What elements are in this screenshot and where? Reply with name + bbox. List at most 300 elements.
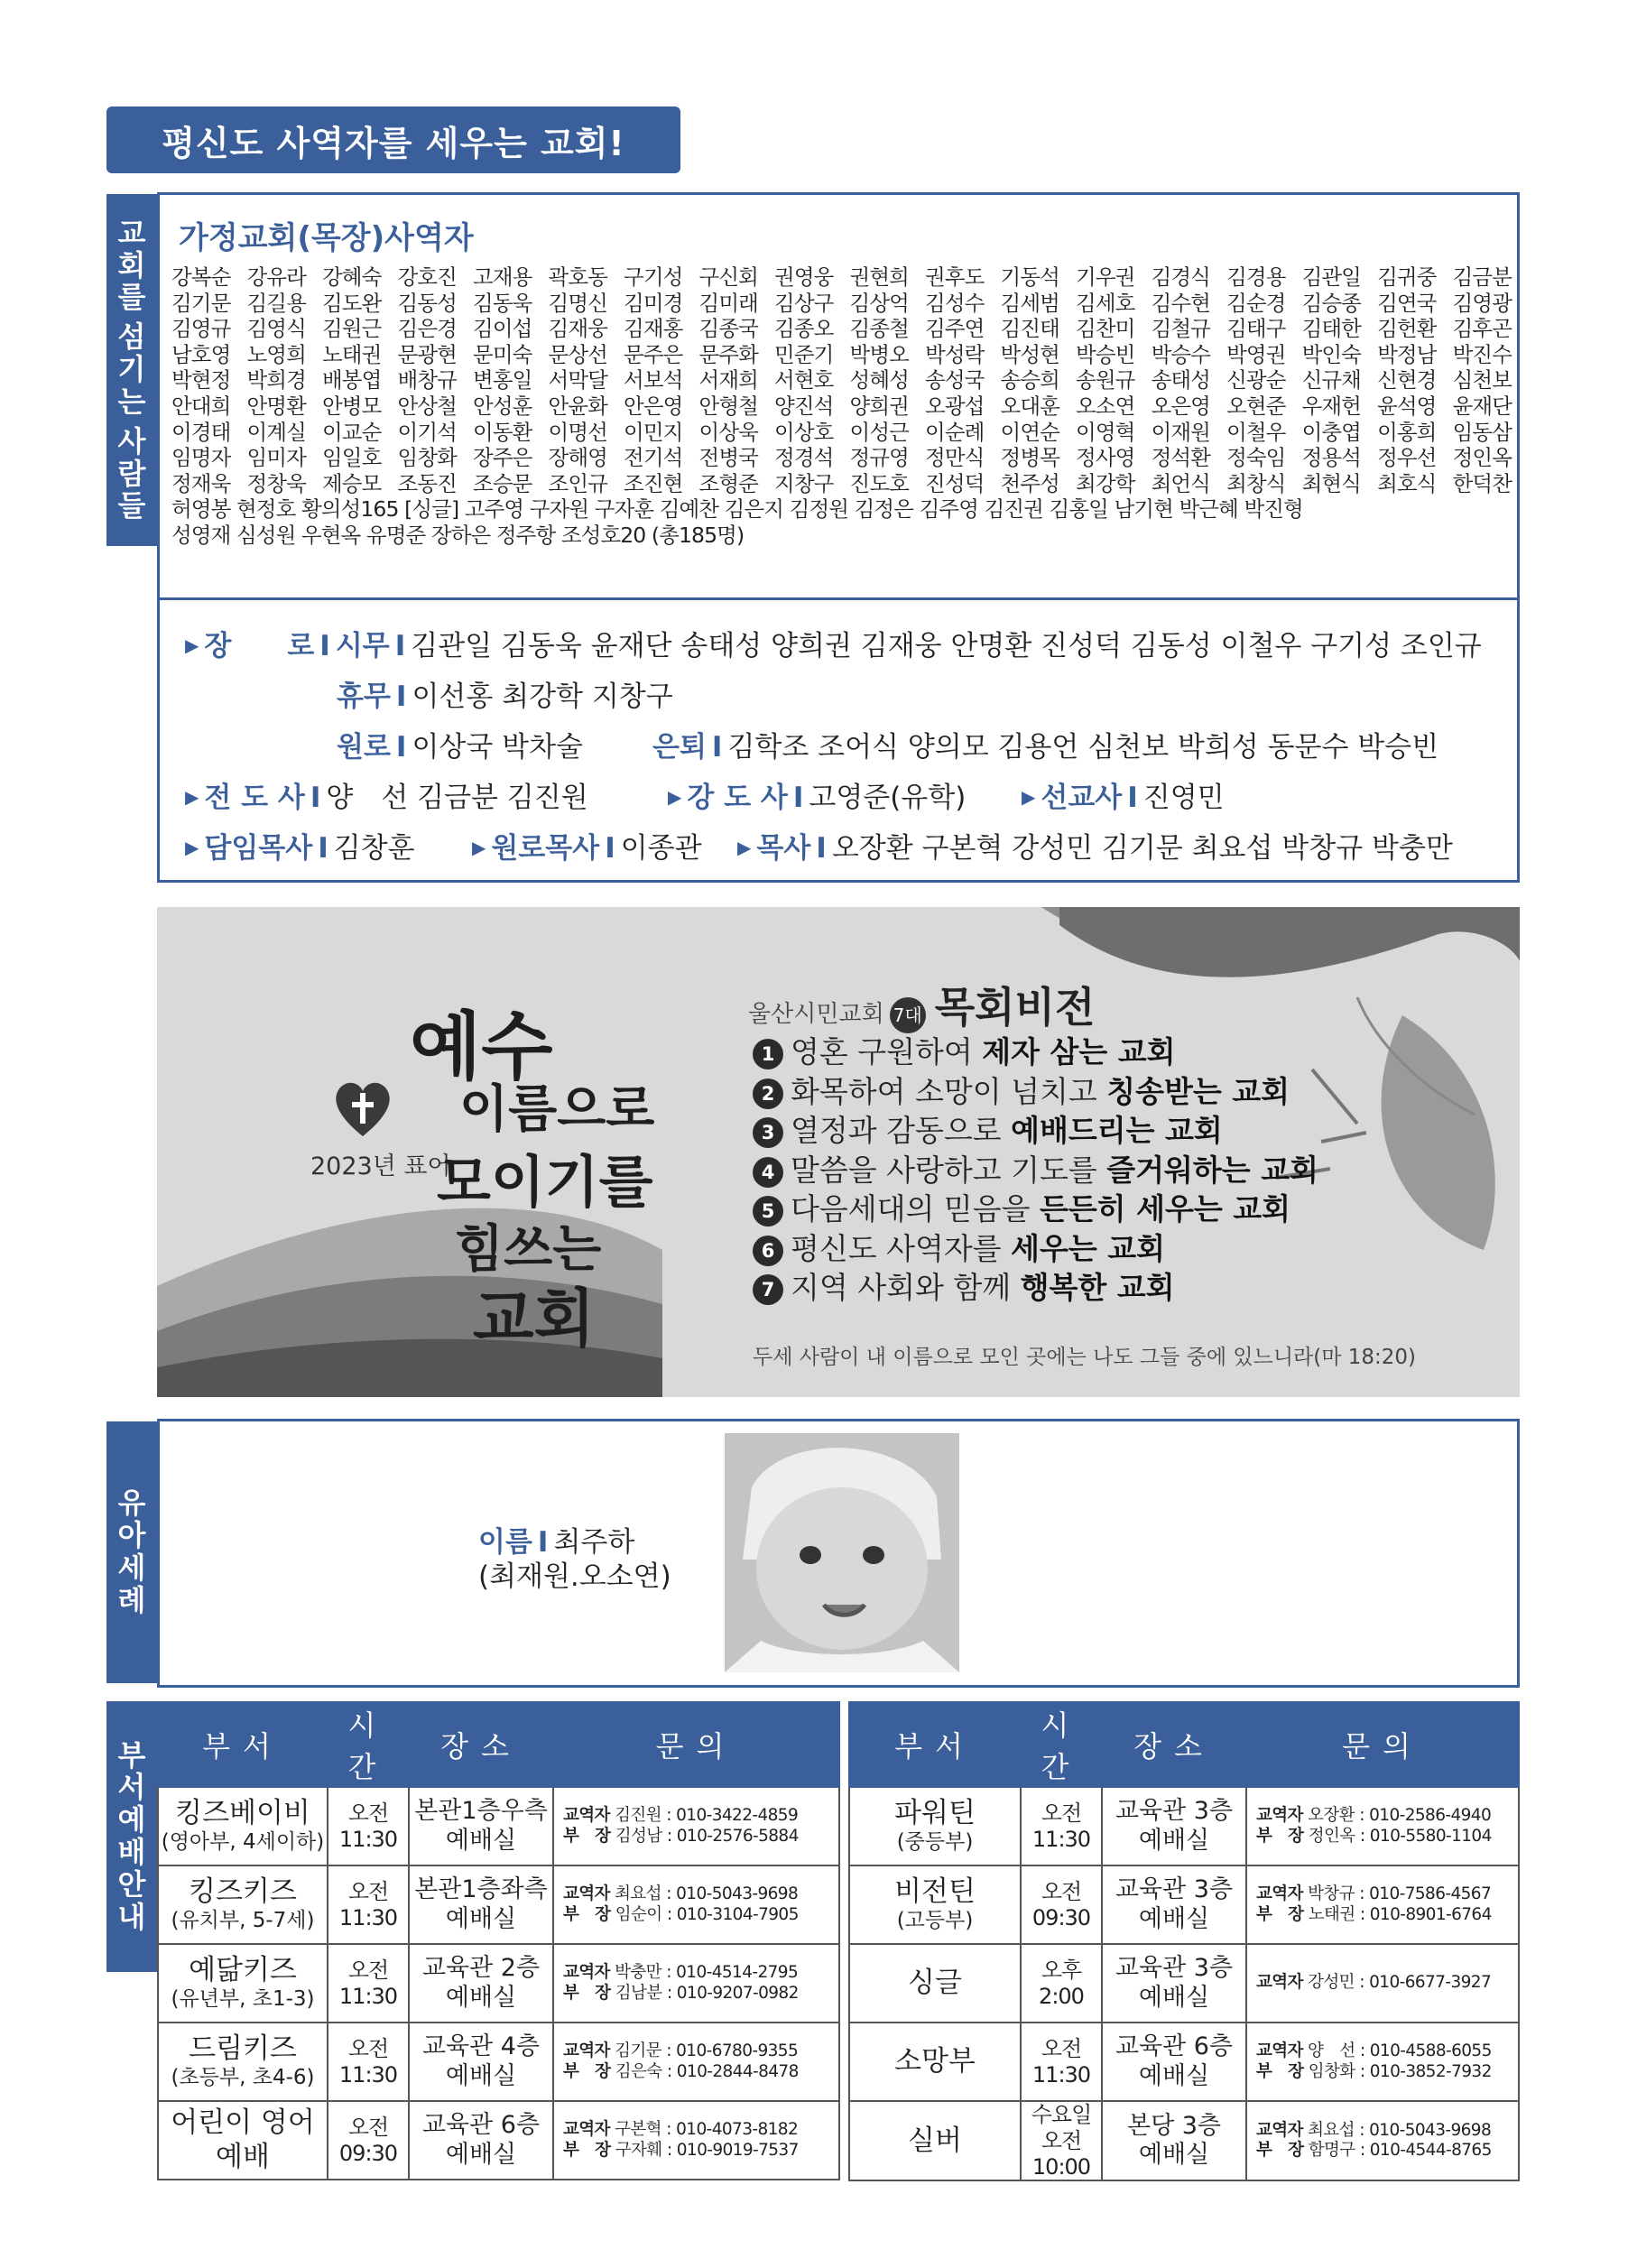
number-badge: 6	[753, 1236, 783, 1266]
lecturers: 고영준(유학)	[809, 782, 967, 814]
dept-age-group: (유년부, 초1-3)	[171, 1987, 315, 2012]
place-line: 교육관 6층	[421, 2111, 541, 2140]
name-line: 남호영 노영희 노태권 문광현 문미숙 문상선 문주은 문주화 민준기 박병오 박성락 박성현 박승빈 박승수 박영권 박인숙 박정남 박진수	[171, 341, 1512, 367]
number-badge: 7	[753, 1274, 783, 1305]
time-cell	[1021, 1944, 1102, 2023]
place-cell	[409, 2023, 553, 2101]
rest-elders: 이선홍 최강학 지창구	[412, 680, 673, 713]
tab-char: 내	[117, 1899, 146, 1934]
triangle-bullet-icon: ▶	[185, 837, 199, 858]
contact-value: 구자훼 : 010-9019-7537	[615, 2140, 799, 2160]
senior-pastor: 김창훈	[333, 832, 415, 865]
leader-name-list	[171, 264, 1512, 549]
motto-line: 모이기를	[437, 1149, 653, 1215]
emeritus-pastor-label: 원로목사	[491, 832, 600, 865]
missionaries: 진영민	[1142, 782, 1225, 814]
separator: I	[395, 680, 407, 713]
parents-names: (최재원.오소연)	[478, 1560, 671, 1593]
service-time: 오전 11:30	[338, 1878, 398, 1930]
retired-label: 은퇴	[652, 731, 707, 764]
contact-role: 부 장	[563, 2140, 611, 2160]
contact-line	[563, 1806, 838, 1826]
triangle-bullet-icon: ▶	[668, 786, 682, 808]
lecturer-line	[668, 774, 966, 815]
number-badge: 1	[753, 1039, 783, 1069]
tab-char: 기	[117, 352, 146, 387]
separator: I	[792, 782, 804, 814]
name-line: 박현정 박희경 배봉엽 배창규 변홍일 서막달 서보석 서재희 서현호 성혜성 송성국 송승희 송원규 송태성 신광순 신규채 신현경 심천보	[171, 367, 1512, 393]
dept-name-cell	[849, 2023, 1021, 2101]
dept-name: 예닮키즈	[189, 1954, 297, 1987]
service-time: 오전 09:30	[1031, 1878, 1091, 1930]
contact-value: 함명구 : 010-4544-8765	[1308, 2141, 1492, 2161]
contact-role: 부 장	[563, 1904, 611, 1924]
triangle-bullet-icon: ▶	[1022, 786, 1036, 808]
table-header-row	[158, 1702, 839, 1787]
tab-char: 유	[117, 1486, 146, 1521]
dept-name: 소망부	[894, 2044, 976, 2078]
place-line: 교육관 2층	[421, 1954, 541, 1983]
contact-value: 구본혁 : 010-4073-8182	[615, 2120, 799, 2140]
vision-text: 평신도 사역자를	[791, 1230, 1012, 1266]
dept-age-group: (초등부, 초4-6)	[171, 2066, 315, 2090]
contact-value: 최요섭 : 010-5043-9698	[1308, 2121, 1492, 2140]
contact-role: 부 장	[1256, 1826, 1304, 1846]
dept-name: 드림키즈	[189, 2032, 297, 2066]
contact-role: 부 장	[563, 2061, 611, 2081]
dept-age-group: (유치부, 5-7세)	[171, 1909, 315, 1933]
separator: I	[1127, 782, 1138, 814]
contact-role: 교역자	[563, 2120, 610, 2140]
service-time: 오전 11:30	[338, 2035, 398, 2087]
church-name: 울산시민교회	[748, 1001, 884, 1028]
contact-value: 최요섭 : 010-5043-9698	[615, 1884, 799, 1904]
place-cell	[409, 2101, 553, 2180]
motto-line: 힘쓰는	[455, 1219, 602, 1279]
contact-role: 교역자	[563, 2041, 610, 2061]
name-line: 김기문 김길용 김도완 김동성 김동욱 김명신 김미경 김미래 김상구 김상억 김성수 김세범 김세호 김수현 김순경 김승종 김연국 김영광	[171, 290, 1512, 316]
contact-line	[1256, 2141, 1518, 2161]
dept-age-group: (고등부)	[896, 1909, 974, 1933]
contact-line	[1256, 2121, 1518, 2141]
contact-role: 교역자	[563, 1806, 610, 1826]
name-line: 강복순 강유라 강혜숙 강호진 고재용 곽호동 구기성 구신회 권영웅 권현희 권후도 기동석 기우권 김경식 김경용 김관일 김귀중 김금분	[171, 264, 1512, 290]
contact-value: 김성남 : 010-2576-5884	[615, 1826, 799, 1846]
separator: I	[537, 1526, 549, 1559]
place-cell	[1102, 1865, 1246, 1944]
vision-item	[753, 1107, 1318, 1147]
service-time-2: 오전 10:00	[1031, 2127, 1091, 2180]
tab-char: 는	[117, 384, 146, 419]
place-line: 교육관 3층	[1115, 1875, 1234, 1904]
contact-role: 부 장	[1256, 1904, 1304, 1924]
name-line: 정재욱 정창욱 제승모 조동진 조승문 조인규 조진현 조형준 지창구 진도호 진성덕 천주성 최강학 최언식 최창식 최현식 최호식 한덕찬	[171, 470, 1512, 496]
contact-role: 부 장	[1256, 2141, 1304, 2161]
evangelist-line	[185, 774, 588, 815]
contact-cell	[1246, 2101, 1519, 2180]
pastor-label: 목사	[756, 832, 811, 865]
contact-cell	[1246, 2023, 1519, 2101]
emeritus-label: 원로	[337, 731, 391, 764]
contact-value: 김진원 : 010-3422-4859	[615, 1806, 799, 1826]
separator: I	[711, 731, 723, 764]
contact-line	[563, 1963, 838, 1983]
dept-name: 싱글	[908, 1966, 962, 1999]
header-time: 시간	[328, 1702, 409, 1787]
pastors: 오장환 구본혁 강성민 김기문 최요섭 박창규 박충만	[831, 832, 1453, 865]
vision-emphasis: 행복한 교회	[1020, 1270, 1175, 1305]
tab-char: 례	[117, 1582, 146, 1617]
place-cell	[1102, 2023, 1246, 2101]
dept-name-cell	[849, 1787, 1021, 1865]
contact-line	[1256, 2062, 1518, 2082]
contact-role: 교역자	[1256, 1806, 1303, 1826]
place-cell	[1102, 1944, 1246, 2023]
name-label: 이름	[478, 1526, 532, 1559]
number-badge: 4	[753, 1157, 783, 1188]
vision-emphasis: 칭송받는 교회	[1106, 1073, 1290, 1109]
contact-cell	[553, 2023, 839, 2101]
department-table-left	[157, 1701, 840, 2180]
place-line: 본관1층좌측	[414, 1875, 548, 1904]
place-line: 본관1층우측	[414, 1797, 548, 1826]
dept-name: 어린이 영어예배	[171, 2106, 315, 2173]
tab-char: 들	[117, 488, 146, 523]
separator: I	[816, 832, 827, 865]
contact-cell	[553, 1865, 839, 1944]
table-row	[158, 1787, 839, 1865]
table-row	[849, 2101, 1519, 2180]
place-line: 예배실	[1138, 2141, 1210, 2170]
place-line: 교육관 6층	[1115, 2032, 1234, 2061]
vision-count-badge: 7대	[890, 997, 926, 1033]
header-contact: 문의	[553, 1702, 839, 1787]
active-elders: 김관일 김동욱 윤재단 송태성 양희권 김재웅 안명환 진성덕 김동성 이철우 구기성 조인규	[411, 630, 1482, 662]
vision-emphasis: 든든히 세우는 교회	[1040, 1191, 1291, 1227]
tab-char: 아	[117, 1518, 146, 1553]
section-subtitle: 가정교회(목장)사역자	[179, 220, 474, 256]
contact-value: 김남분 : 010-9207-0982	[615, 1983, 799, 2003]
emeritus-pastor: 이종관	[620, 832, 702, 865]
missionary-label: 선교사	[1041, 782, 1123, 814]
missionary-line	[1022, 774, 1225, 815]
vision-text: 화목하여 소망이 넘치고	[791, 1073, 1107, 1109]
time-cell	[328, 1865, 409, 1944]
vision-item	[753, 1186, 1318, 1226]
active-label: 시무	[335, 630, 390, 662]
section-tab-servants	[106, 194, 157, 546]
contact-role: 부 장	[563, 1826, 611, 1846]
table-header-row	[849, 1702, 1519, 1787]
tab-char: 사	[117, 423, 146, 458]
place-line: 예배실	[1138, 1983, 1210, 2012]
name-line: 안대희 안명환 안병모 안상철 안성훈 안윤화 안은영 안형철 양진석 양희권 오광섭 오대훈 오소연 오은영 오현준 우재헌 윤석영 윤재단	[171, 393, 1512, 419]
vision-emphasis: 즐거워하는 교회	[1106, 1152, 1318, 1188]
place-cell	[409, 1787, 553, 1865]
section-tab-baptism	[106, 1421, 157, 1683]
tab-char: 배	[117, 1835, 146, 1869]
contact-value: 김은숙 : 010-2844-8478	[615, 2061, 799, 2081]
elder-line	[185, 623, 1482, 663]
triangle-bullet-icon: ▶	[185, 786, 199, 808]
contact-line	[563, 2062, 838, 2082]
name-line: 이경태 이계실 이교순 이기석 이동환 이명선 이민지 이상욱 이상호 이성근 이순례 이연순 이영혁 이재원 이철우 이충엽 이홍희 임동삼	[171, 419, 1512, 445]
dept-name: 킹즈베이비	[175, 1797, 310, 1830]
pastor-line	[737, 825, 1453, 866]
vision-item	[753, 1069, 1318, 1108]
vision-text: 말씀을 사랑하고 기도를	[791, 1152, 1107, 1188]
retired-line	[652, 724, 1438, 764]
service-time: 오전 09:30	[338, 2114, 398, 2166]
vision-text: 영혼 구원하여	[791, 1034, 983, 1069]
number-badge: 5	[753, 1196, 783, 1227]
triangle-bullet-icon: ▶	[472, 837, 486, 858]
table-row	[849, 1787, 1519, 1865]
vision-heading-title: 목회비전	[934, 983, 1096, 1032]
department-table-right	[848, 1701, 1520, 2181]
name-line: 임명자 임미자 임일호 임창화 장주은 장해영 전기석 전병국 정경석 정규영 정만식 정병목 정사영 정석환 정숙임 정용석 정우선 정인옥	[171, 445, 1512, 471]
vision-text: 열정과 감동으로	[791, 1113, 1012, 1148]
place-line: 교육관 4층	[421, 2032, 541, 2061]
dept-name-cell	[849, 1865, 1021, 1944]
tab-char: 교	[117, 215, 146, 250]
lecturer-label: 강 도 사	[687, 782, 788, 814]
contact-line	[563, 2120, 838, 2140]
tab-char: 람	[117, 456, 146, 491]
contact-value: 임순이 : 010-3104-7905	[615, 1904, 799, 1924]
baptism-name-line	[478, 1525, 671, 1560]
vision-emphasis: 제자 삼는 교회	[982, 1034, 1176, 1069]
place-line: 예배실	[445, 2061, 517, 2090]
senior-pastor-label: 담임목사	[204, 832, 313, 865]
tab-char: 섬	[117, 319, 146, 355]
service-time: 오전 11:30	[1031, 1800, 1091, 1852]
vision-text: 지역 사회와 함께	[791, 1270, 1021, 1305]
separator: I	[605, 832, 615, 865]
vision-item	[753, 1264, 1318, 1304]
contact-cell	[553, 1944, 839, 2023]
motto-year: 2023년 표어	[310, 1153, 451, 1180]
table-row	[849, 1865, 1519, 1944]
place-line: 예배실	[445, 2140, 517, 2169]
contact-value: 정인옥 : 010-5580-1104	[1308, 1826, 1492, 1846]
dept-name-cell	[158, 1787, 328, 1865]
vision-banner	[157, 907, 1520, 1397]
contact-value: 박창규 : 010-7586-4567	[1308, 1884, 1492, 1904]
tab-char: 회	[117, 247, 146, 282]
contact-line	[563, 1905, 838, 1925]
vision-emphasis: 예배드리는 교회	[1011, 1113, 1223, 1148]
emeritus-pastor-line	[472, 825, 702, 866]
number-badge: 2	[753, 1078, 783, 1109]
service-time: 오전 11:30	[1031, 2035, 1091, 2087]
contact-role: 교역자	[1256, 2121, 1303, 2140]
emeritus-elders: 이상국 박차술	[412, 731, 583, 764]
vision-list	[753, 1029, 1318, 1304]
contact-value: 양 선 : 010-4588-6055	[1308, 2041, 1492, 2061]
name-line: 김영규 김영식 김원근 김은경 김이섭 김재웅 김재홍 김종국 김종오 김종철 김주연 김진태 김찬미 김철규 김태구 김태한 김헌환 김후곤	[171, 316, 1512, 342]
table-row	[158, 1865, 839, 1944]
contact-line	[563, 1984, 838, 2004]
time-cell	[1021, 1865, 1102, 1944]
dept-name: 파워틴	[894, 1797, 976, 1830]
dept-name-cell	[158, 1865, 328, 1944]
contact-value: 박충만 : 010-4514-2795	[615, 1963, 799, 1983]
table-row	[158, 1944, 839, 2023]
table-row	[849, 1944, 1519, 2023]
place-cell	[1102, 1787, 1246, 1865]
bible-verse: 두세 사람이 내 이름으로 모인 곳에는 나도 그들 중에 있느니라(마 18:20)	[753, 1346, 1417, 1369]
place-line: 본당 3층	[1126, 2111, 1221, 2140]
contact-role: 교역자	[1256, 1884, 1303, 1904]
dept-name-cell	[849, 2101, 1021, 2180]
name-line: 성영재 심성원 우현옥 유명준 장하은 정주항 조성호20 (총185명)	[171, 522, 745, 548]
place-line: 예배실	[1138, 1826, 1210, 1855]
rest-label: 휴무	[337, 680, 391, 713]
contact-cell	[1246, 1944, 1519, 2023]
time-cell	[1021, 2101, 1102, 2180]
motto-line: 교회	[473, 1281, 596, 1356]
time-cell	[328, 2023, 409, 2101]
contact-cell	[1246, 1865, 1519, 1944]
number-badge: 3	[753, 1117, 783, 1148]
time-cell	[328, 1787, 409, 1865]
emeritus-line	[337, 724, 583, 764]
table-row	[849, 2023, 1519, 2101]
contact-cell	[1246, 1787, 1519, 1865]
dept-name-cell	[849, 1944, 1021, 2023]
heart-cross-icon	[331, 1078, 394, 1138]
senior-pastor-line	[185, 825, 415, 866]
header-place: 장소	[1102, 1702, 1246, 1787]
tab-char: 부	[117, 1737, 146, 1773]
contact-line	[1256, 1905, 1518, 1925]
service-time: 오전 11:30	[338, 1800, 398, 1852]
place-cell	[409, 1944, 553, 2023]
contact-line	[1256, 1827, 1518, 1847]
contact-role: 교역자	[563, 1963, 610, 1983]
contact-role: 교역자	[1256, 2041, 1303, 2061]
vision-text: 다음세대의 믿음을	[791, 1191, 1041, 1227]
tab-char: 세	[117, 1551, 146, 1585]
contact-line	[563, 1827, 838, 1847]
tab-char: 예	[117, 1802, 146, 1838]
header-time: 시간	[1021, 1702, 1102, 1787]
dept-age-group: (영아부, 4세이하)	[161, 1830, 325, 1855]
name-line: 허영봉 현정호 황의성165 [싱글] 고주영 구자원 구자훈 김예찬 김은지 김정원 김정은 김주영 김진권 김홍일 남기현 박근혜 박진형	[171, 496, 1303, 523]
time-cell	[1021, 2023, 1102, 2101]
contact-value: 임창화 : 010-3852-7932	[1308, 2061, 1492, 2081]
contact-role: 교역자	[563, 1884, 610, 1904]
section-tab-departments	[106, 1701, 157, 1972]
service-time: 오후 2:00	[1039, 1957, 1084, 2009]
tab-char: 서	[117, 1770, 146, 1805]
separator: I	[310, 782, 321, 814]
tab-char: 안	[117, 1866, 146, 1902]
place-line: 예배실	[1138, 1904, 1210, 1933]
tab-char: 를	[117, 280, 146, 315]
place-line: 예배실	[1138, 2061, 1210, 2090]
contact-value: 오장환 : 010-2586-4940	[1308, 1806, 1492, 1826]
table-row	[158, 2023, 839, 2101]
contact-value: 노태권 : 010-8901-6764	[1308, 1904, 1492, 1924]
dept-name: 킹즈키즈	[189, 1875, 297, 1909]
header-contact: 문의	[1246, 1702, 1519, 1787]
vision-emphasis: 세우는 교회	[1011, 1230, 1166, 1266]
rest-line	[337, 673, 673, 714]
separator: I	[318, 832, 328, 865]
dept-name: 비전틴	[894, 1875, 976, 1909]
separator: I	[395, 731, 407, 764]
place-line: 예배실	[445, 1826, 517, 1855]
elder-label: 장 로	[204, 630, 315, 662]
time-cell	[328, 1944, 409, 2023]
contact-line	[563, 2141, 838, 2161]
evangelists: 양 선 김금분 김진원	[326, 782, 588, 814]
contact-line	[1256, 1806, 1518, 1826]
vision-heading	[748, 975, 1095, 1034]
contact-line	[563, 1884, 838, 1904]
baby-name: 최주하	[553, 1526, 635, 1559]
time-cell	[328, 2101, 409, 2180]
contact-value: 김기문 : 010-6780-9355	[615, 2041, 799, 2061]
retired-elders: 김학조 조어식 양의모 김용언 심천보 박희성 동문수 박승빈	[727, 731, 1439, 764]
place-line: 예배실	[445, 1983, 517, 2012]
motto-line: 예수	[410, 1004, 553, 1090]
table-row	[158, 2101, 839, 2180]
contact-line	[1256, 2041, 1518, 2061]
contact-role: 부 장	[563, 1983, 611, 2003]
dept-name: 실버	[908, 2124, 962, 2157]
place-cell	[409, 1865, 553, 1944]
page-title: 평신도 사역자를 세우는 교회!	[106, 106, 680, 173]
header-dept: 부서	[849, 1702, 1021, 1787]
dept-age-group: (중등부)	[896, 1830, 974, 1855]
header-dept: 부서	[158, 1702, 328, 1787]
service-time: 오전 11:30	[338, 1957, 398, 2009]
dept-name-cell	[158, 1944, 328, 2023]
baby-illustration	[725, 1433, 959, 1672]
triangle-bullet-icon: ▶	[737, 837, 752, 858]
separator: I	[394, 630, 406, 662]
evangelist-label: 전 도 사	[204, 782, 305, 814]
place-cell	[1102, 2101, 1246, 2180]
contact-cell	[553, 2101, 839, 2180]
baptism-info	[478, 1525, 671, 1594]
place-line: 교육관 3층	[1115, 1954, 1234, 1983]
vision-item	[753, 1029, 1318, 1069]
motto-line: 이름으로	[459, 1079, 655, 1139]
time-cell	[1021, 1787, 1102, 1865]
contact-line	[1256, 1973, 1518, 1993]
contact-role: 교역자	[1256, 1973, 1303, 1993]
service-time: 수요일	[1031, 2102, 1092, 2127]
contact-cell	[553, 1787, 839, 1865]
separator: I	[319, 630, 330, 662]
triangle-bullet-icon: ▶	[185, 634, 199, 656]
dept-name-cell	[158, 2101, 328, 2180]
baby-photo	[725, 1433, 959, 1672]
place-line: 교육관 3층	[1115, 1797, 1234, 1826]
dept-name-cell	[158, 2023, 328, 2101]
contact-role: 부 장	[1256, 2061, 1304, 2081]
contact-value: 강성민 : 010-6677-3927	[1308, 1973, 1492, 1993]
vision-item	[753, 1226, 1318, 1265]
section-divider	[157, 597, 1520, 600]
header-place: 장소	[409, 1702, 553, 1787]
place-line: 예배실	[445, 1904, 517, 1933]
contact-line	[563, 2041, 838, 2061]
